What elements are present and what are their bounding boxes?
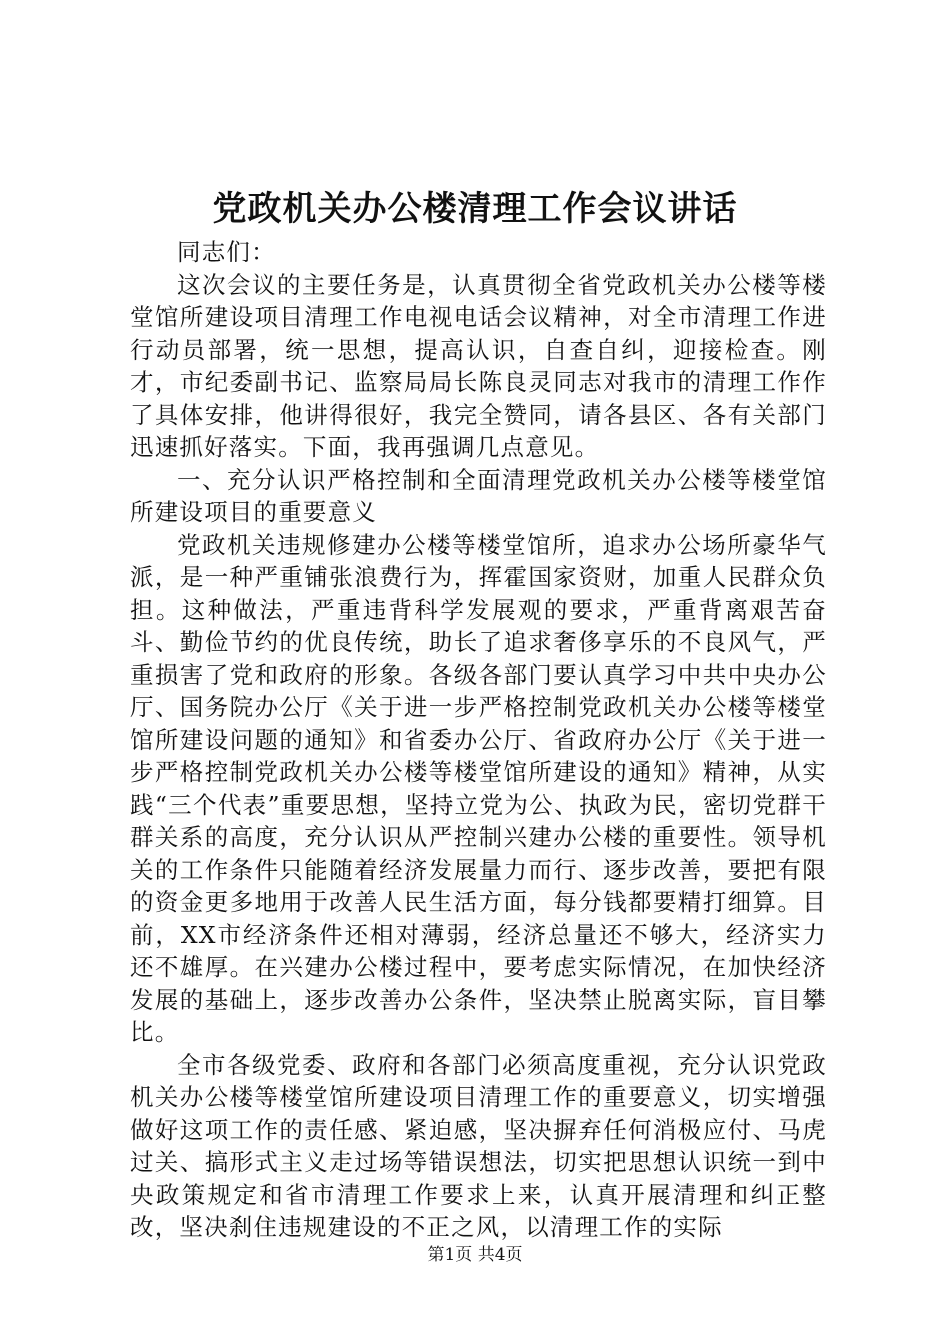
- paragraph-intro: 这次会议的主要任务是，认真贯彻全省党政机关办公楼等楼堂馆所建设项目清理工作电视电话会议精神，对全市清理工作进行动员部署，统一思想，提高认识，自查自纠，迎接检查。刚才，市纪委副书记、监察局局长陈良灵同志对我市的清理工作作了具体安排，他讲得很好，我完全赞同，请各县区、各有关部门迅速抓好落实。下面，我再强调几点意见。: [130, 270, 827, 461]
- section-heading-1: 一、充分认识严格控制和全面清理党政机关办公楼等楼堂馆所建设项目的重要意义: [130, 465, 827, 526]
- paragraph-body-2: 全市各级党委、政府和各部门必须高度重视，充分认识党政机关办公楼等楼堂馆所建设项目清理工作的重要意义，切实增强做好这项工作的责任感、紧迫感，坚决摒弃任何消极应付、马虎过关、搞形式主义走过场等错误想法，切实把思想认识统一到中央政策规定和省市清理工作要求上来，认真开展清理和纠正整改，坚决刹住违规建设的不正之风，以清理工作的实际: [130, 1050, 827, 1241]
- document-body: [130, 236, 827, 1244]
- page-number-footer: 第1页 共4页: [427, 1245, 523, 1265]
- salutation: 同志们：: [177, 238, 276, 266]
- document-title: 党政机关办公楼清理工作会议讲话: [212, 189, 738, 229]
- paragraph-body-1: 党政机关违规修建办公楼等楼堂馆所，追求办公场所豪华气派，是一种严重铺张浪费行为，挥霍国家资财，加重人民群众负担。这种做法，严重违背科学发展观的要求，严重背离艰苦奋斗、勤俭节约的优良传统，助长了追求奢侈享乐的不良风气，严重损害了党和政府的形象。各级各部门要认真学习中共中央办公厅、国务院办公厅《关于进一步严格控制党政机关办公楼等楼堂馆所建设问题的通知》和省委办公厅、省政府办公厅《关于进一步严格控制党政机关办公楼等楼堂馆所建设的通知》精神，从实践“三个代表”重要思想，坚持立党为公、执政为民，密切党群干群关系的高度，充分认识从严控制兴建办公楼的重要性。领导机关的工作条件只能随着经济发展量力而行、逐步改善，要把有限的资金更多地用于改善人民生活方面，每分钱都要精打细算。目前，XX市经济条件还相对薄弱，经济总量还不够大，经济实力还不雄厚。在兴建办公楼过程中，要考虑实际情况，在加快经济发展的基础上，逐步改善办公条件，坚决禁止脱离实际，盲目攀比。: [130, 530, 827, 1046]
